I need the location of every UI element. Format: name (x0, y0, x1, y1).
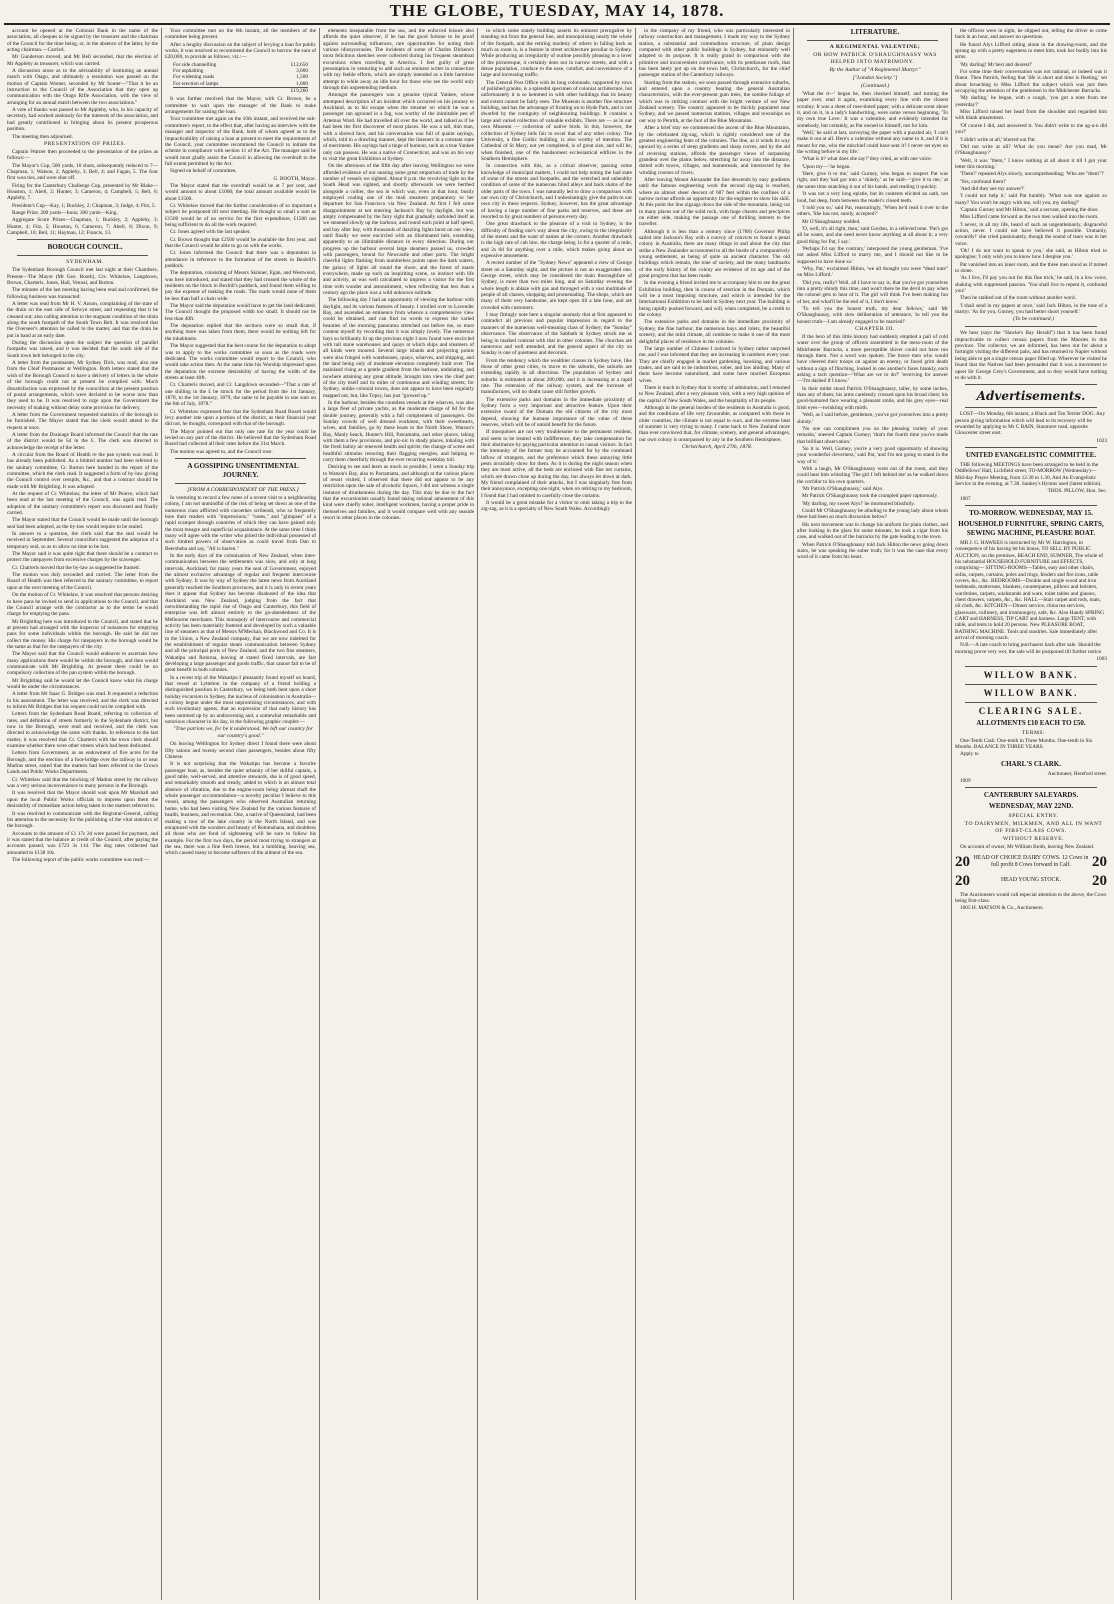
paragraph: in which some stately building asserts its eminent prerogative by standing out from the general line, and monopolising nearly the whole of the footpath, and the retiring modesty of others in falling back as much as room is, is a feature in street architecture peculiar to Sydney. While producing an irregularity of outline possibly pleasing to a lover of the picturesque, it certainly does not in narrow streets, and with a dense population, conduce to the ease, comfort, and convenience of a large and increasing traffic. (481, 28, 632, 79)
paragraph: 'I shall send in my papers at once,' said Jack Hilton, in the tone of a martyr. 'As for you, Gurney, you had better shoot yourself.' (955, 302, 1107, 316)
paragraph: 'It was not a very long epistle, but its contents elicited an oath, not loud, but deep, from between the reader's closed teeth. (797, 191, 948, 204)
paragraph: 'Did not write at all? What do you mean? Are you mad, Mr O'Shaughnassy?' (955, 143, 1107, 157)
lost-dog-ad (955, 411, 1107, 444)
paragraph: 'I told you so,' said Pat, reassuringly, 'When he'd read it over to the others, 'She has not, surely, accepted?' (797, 204, 948, 218)
paragraph: 'Yes, confound them!' (960, 178, 1006, 185)
paragraph: The extensive parks and domains in the immediate proximity of Sydney form a very important and attractive feature. Upon their extensive sward of the Domain the old citizens of the city most depend, showing the humane importance of the value of these reserves, which will be of untold benefit for the future. (481, 396, 632, 428)
column-6 (794, 28, 952, 1600)
paragraph: I may fittingly note here a singular anomaly that at first appeared to contradict all previous and popular impression in regard to the manners of the numerous well-meaning class of Sydney, the "Sunday" observance. The observance of the Sabbath in Sydney struck me as being in marked contrast with that in other colonies. The churches are numerous and well attended, and the general aspect of the city on Sunday is one of quietness and decorum. (481, 312, 632, 357)
section-heading: LITERATURE. (850, 28, 900, 36)
paragraph: A letter from Mr Isaac G. Bridges was read. It requested a reduction in his assessment. The letter was received, and the clerk was directed to inform Mr Bridges that his request could not be complied with. (7, 691, 158, 710)
story-byline: By the Author of "A Regimental Martyr." (829, 67, 921, 73)
paragraph: The meeting then adjourned. (12, 133, 73, 140)
paragraph: Cr. Whitelaw expressed fear that the Sydenham Road Board would levy another rate upon a portion of the district, as their financial year did not, he thought, correspond with that of the borough. (165, 408, 316, 428)
section-rule (807, 40, 938, 41)
paragraph: 'Captain Gurney and Mr Hilton,' said a servant, opening the door. (960, 206, 1099, 213)
ad-signature: THOS. PILLOW, Hon. Sec. (1047, 488, 1107, 495)
ad-number: 1009 (960, 777, 971, 784)
paragraph: Accounts to the amount of £1 17s 2d were passed for payment, and it was stated that the balance at credit of the Council, after paying the accounts passed, was £723 3s 11d. The dog rates collected had amounted to £138 10s. (7, 830, 158, 856)
paragraph: 'I could not help it,' said Pat humbly. 'What was one against so many? You won't be angry with me, will you, my darling?' (955, 193, 1107, 206)
paragraph: The Mayor said the deputation would have to get the land dedicated. The Council thought the proposed width too small. It should not be less than 40ft. (165, 303, 316, 322)
section-rule (965, 407, 1097, 408)
paragraph: At the request of Cr. Whitelaw, the letter of Mr Pearce, which had been read at the last meeting of the Council, was again read. The adoption of the sanitary committee's report was discussed and finally carried. (7, 491, 158, 517)
paragraph: 'Upon my—' he began. (802, 163, 851, 170)
paragraph: Cr. Whitelaw said that the blocking of Madras street by the railway was a very serious inconvenience to many persons in the Borough. (7, 776, 158, 790)
ad-subheading: SPECIAL ENTRY. (1008, 813, 1059, 820)
paragraph: After leaving Mount Alexander the line descends by easy gradients until the famous engineering work the second zig-zag is reached, where an almost sheer descent of 687 feet within the confines of a narrow ravine affords an opportunity for the engineer to show his skill. At this point the line zigzags down the side of the mountain, being cut in many places out of the solid rock, with huge chasms and precipices on either side, making the passage one of thrilling interest to the traveller. (639, 176, 790, 228)
paragraph: the officers were in sight, he slipped out, telling the driver to come back in an hour, and answer no questions. (955, 28, 1107, 41)
paragraph: Starting from the station, we soon passed through extensive suburbs, and entered upon a country bearing the general Australian characteristics, with the ever-present gum trees, the sombre foliage of which was in striking contrast with the bright verdure of our New Zealand scenery. The country appeared to be thickly populated near Sydney, and we passed numerous stations, villages and townships on our way to Penrith, at the foot of the Blue Mountains. (639, 79, 790, 124)
paragraph: Mr Brightling said he would let the Council know what his charge would be under the circumstances. (7, 677, 158, 690)
paragraph: Mr Brightling here was introduced to the Council, and stated that he at present had arranged with the inspector of nuisances for emptying pans for some individuals within the borough. He said he did not collect the money. His charge for ratepayers in the borough would be the same as that for the ratepayers of the city. (7, 618, 158, 650)
loan-total-row: £19,260 (173, 87, 308, 94)
paragraph: 'I never, in all my life, heard of such an ungentlemanly, disgraceful action, never. I could not have believed it possible. Unmanly, cowardly!' she cried passionately, though the sound of tears was in her voice. (955, 221, 1107, 247)
paragraph: 'Here, give it to me,' said Gurney, who began to suspect Pat was right, and they had got into a ‘shindy,’ as he said—‘give it to me,’ at the same time snatching it out of his hands, and reading it quickly. (797, 171, 948, 190)
paragraph: It is not surprising that the Wakatipu has become a favorite passenger boat, as, besides the quiet urbanity of her skilful captain, a good table, well-served, and attentive stewards, she is of good speed, and remarkably smooth and steady, added to which is an almost total absence of vibration, due to the engine-room being abreast shaft the whole passenger accommodation—a novelty peculiar I believe to this vessel, among the passengers who observed Australian returning home, who had been visiting New Zealand for the various features of health, business, and recreation. One, a native of Queensland, had been making a tour of the lake country in the North Island, and was enraptured with the wonders and beauty of Rotomahana, and doubtless all those who are fond of sightseeing will be sure to follow his example. For the first two days, the period most trying to strangers at the sea, there was a fine fresh breeze, but a tumbling, heaving sea, which caused many to become sufferers of the ailment of the sea. (165, 761, 316, 857)
paragraph: Letters from the Sydenham Road Board, referring to collection of rates, and definition of streets formerly in the Sydenham district, but now in the Borough, were read and received, and the clerk was directed to acknowledge the same with thanks. In reference to the last matter, it was resolved that Cr. Charteris with the town clerk should examine whether there were other streets which had been dedicated. (7, 711, 158, 750)
paragraph: The deputation, consisting of Messrs Skinner, Egan, and Westwood, was here introduced, and stated that they had crossed the whole of the residents on the block in Bexhill's paddock, and found them willing to pay the expense of making the roads. The roads would none of them be less than half a chain wide. (165, 270, 316, 302)
lot-row (955, 873, 1107, 889)
paragraph: The Mayor suggested that the best course for the deputation to adopt was to apply to the works committee so soon as the roads were dedicated. The works committee would report to the Council, who would take action then. At the same time his Worship impressed upon the deputation the extreme desirability of having the width of the streets at least 40ft. (165, 343, 316, 381)
section-rule (965, 505, 1097, 506)
paragraph: 'Well, it was "them," I know nothing at all about it till I got your letter this morning.' (955, 157, 1107, 170)
evangelistic-committee-ad (955, 451, 1107, 502)
ad-text: Apply to (960, 751, 979, 758)
column-3 (320, 28, 478, 1600)
paragraph: During the discussion upon the subject the question of parallel footpaths was raised, and it was decided that the south side of the South town belt belonged to the city. (7, 340, 158, 359)
column-1 (4, 28, 162, 1600)
ad-subheading: TO DAIRYMEN, MILKMEN, AND ALL IN WANT OF FIRST-CLASS COWS. (964, 821, 1103, 835)
paragraph: 'What is it? what does she say?' they cried, as with one voice. (802, 156, 932, 163)
story-continued: (Continued.) (860, 83, 890, 89)
verse-quote: "True patriots we, for be it understood, We left our country for our country's good." (173, 726, 313, 740)
section-rule (965, 787, 1097, 788)
paragraph: Miss Lifford came forward as the two men walked into the room. (960, 214, 1099, 221)
paragraph: in the company of my friend, who was particularly interested in railway construction and management, I made my way to the Sydney station, a substantial and commodious structure, of plain design compared with other public buildings in Sydney, but eminently well adapted to its purpose. It is really grand in comparison with the primitive and inconvenient contrivance, with its penthouse roofs, that has been lately put up on the town belt, Christchurch, for the chief passenger station of the Canterbury railways. (639, 28, 790, 79)
paragraph: Captain Warner then proceeded to the presentation of the prizes as follows:— (7, 148, 158, 162)
ad-text: On account of owner, Mr William Keith, leaving New Zealand. (960, 844, 1095, 851)
column-4 (478, 28, 636, 1600)
column-2 (162, 28, 320, 1600)
paragraph: A recent number of the "Sydney News" appeared a view of George street on a Saturday night, and the picture is not an exaggerated one. George street, which may be considered the main thoroughfare of Sydney, is more than two miles long, and on Saturday evening the whole length is ablaze with gas and thronged with a vast multitude of people of all classes, shopping and promenading. The shops, which are many of them very handsome, are kept open till a late hour, and are crowded with customers. (481, 260, 632, 311)
paragraph: The Mayor's Cup, 500 yards, 10 shots, subsequently reduced to 7—Chapman, 1; Watson, 2; Appleby, 3; Bell, 4; and Fagan, 5. The four first won ties, and were shot off. (7, 162, 158, 182)
ad-number: 1023 (1096, 437, 1107, 444)
paragraph: A letter was read from Mr H. V. Anson, complaining of the state of the drain on the east side of Selwyn street, and requesting that it be cleaned out; also calling attention to the stagnant condition of the drain along the south footpath of the South Town Belt. It was resolved that the Overseer's attention be called to the matter, and that the drain be put in hand at an early date. (7, 301, 158, 339)
paragraph: Mr Patrick O'Shaughnassy took the crumpled paper rapturously. (802, 493, 938, 500)
paragraph: For some time their conversation was not rational, or indeed was it fluent. Then Patrick, feeling that 'life is short and time is fleeting,' set about broaching to Miss Lifford the subject which was just then occupying the attention of the gentlemen in the Midchester Barracks. (955, 69, 1107, 95)
paragraph: Cr. Charteris moved, and Cr. Langdown seconded—"That a rate of one shilling in the £ be struck for the period from the 1st January, 1878, to the 1st January, 1879, the same to be payable in one sum on the 6th of July, 1878." (165, 382, 316, 408)
paragraph: Cr. Jones agreed with the last speaker. (170, 229, 251, 236)
paragraph: 'My darling! Mr best and dearest!' (960, 61, 1033, 68)
loan-row: For side channelling £12,650 (173, 61, 308, 68)
lot-count: 20 (955, 872, 970, 889)
masthead-rule (4, 23, 1110, 25)
paragraph: 'My darling,' he began, with a cough, 'you got a note from me yesterday?' (955, 95, 1107, 108)
paragraph: The extensive parks and domains in the immediate proximity of Sydney, the fine harbour, the numerous bays and inlets, the beautiful scenery, and the mild climate, all combine to make it one of the most delightful places of residence in the colonies. (639, 319, 790, 345)
ad-date: WEDNESDAY, MAY 22ND. (988, 802, 1074, 811)
paragraph: Then he stalked out of the room without another word. (960, 295, 1076, 302)
ad-text: The Auctioneers would call especial attention to the above, the Cows being first-class. (955, 891, 1107, 904)
ad-text: THE following MEETINGS have been arranged to be held in the Oddfellows' Hall, Lichfield street, TO-MORROW (Wednesday)— Mid-day Prayer Meeting, from 12.30 to 1.30, And An Evangelistic Service in the evening, at 7.30. Sankey's Hymns used (latest edition). (955, 461, 1102, 487)
paragraph: The motion was duly seconded and carried. The letter from the Board of Health was then referred to the sanitary committee, to report upon at the next meeting of the Council. (7, 572, 158, 591)
loan-row: For asphalting 3,000 (173, 68, 308, 75)
paragraph: In connection with this, as a critical observer, passing some knowledge of municipal matters, I could not help noting the bad state of some of the streets and footpaths, and the wretched and unhealthy condition of some of the numerous blind alleys and back slums of the older parts of the town. I was naturally led to draw a comparison with our own city of Christchurch, and I unhesitatingly give the palm to our own city in these respects. Sydney, however, has the great advantage of having a large number of fine parks and reserves, and these are resorted to by great numbers of persons every day. (481, 163, 632, 220)
section-rule (965, 702, 1097, 703)
paragraph: One great drawback to the pleasure of a visit to Sydney, is the difficulty of finding one's way about the city, owing to the irregularity of the streets and the want of names at the corners. Another drawback is the high rate of cab hire, the charge being 1s for a quarter of a mile, and 2s 6d for anything over a mile, which makes going about an expensive amusement. (481, 221, 632, 260)
paragraph: The large number of Chinese I noticed in Sydney rather surprised me, and I was informed that they are increasing in numbers every year. They are chiefly engaged in market gardening, hawking, and various trades, and are said to be industrious, sober, and law abiding. Many of them have become naturalised, and some have married European wives. (639, 345, 790, 384)
ad-number: 1007 (960, 495, 971, 502)
paragraph: Your committee met again on the 10th instant, and received the sub-committee's report, to the effect that, after having an interview with the manager and inspector of the Bank, both of whom agreed as to the impracticability of raising a loan at present to meet the requirements of the Council, your committee recommend the Council to initiate the scheme in compliance with section 11 of the Act. The manager said he would most gladly assist the Council in allowing the overdraft to the full extent permitted by the Act. (165, 116, 316, 167)
paragraph: Cr. Whitelaw moved that the further consideration of so important a subject be postponed till next meeting. He thought so small a sum as £1500 would be of no service for the first expenditure, £1500 not being sufficient to do all the work required. (165, 202, 316, 228)
paragraph: 'So it is. Well, Gurney, you're a very good opportunity of showing your wonderful cleverness,' said Pat, 'and I'm not going to stand in the way of it.' (797, 445, 948, 465)
article-heading: BOROUGH COUNCIL. (47, 243, 123, 252)
lot-row (955, 854, 1107, 870)
paragraph: A vote of thanks was passed to Mr Appleby, who, in his capacity of secretary, had worked zealously for the interests of the association, and had greatly contributed in bringing about its present prosperous position. (7, 107, 158, 133)
paragraph: It was resolved to communicate with the Registrar-General, calling his attention to the necessity for the publishing of the vital statistics of the borough. (7, 810, 158, 830)
paragraph: Firing for the Canterbury Challenge Cup, presented by Mr Blake—Houston, 1; Abell, 2; Hunter, 3; Cameron, 4; Campbell, 5; Bell, 6; Appleby, 7. (7, 182, 158, 202)
ad-note: N.B.—A late coach to bring purchasers back after sale. Should the morning prove very wet, the sale will be postponed till further notice. (955, 642, 1103, 655)
paragraph: 'My darling, my sweet Alys!' he murmured blissfully. (802, 500, 915, 507)
ad-text: LOST—On Monday, 6th instant, a Black and Tan Terrier DOG. Any person giving information which will lead to its recovery will be rewarded by applying to Mr C BAIN, Stanmore road, opposite Gloucester street east. (955, 411, 1106, 437)
paragraph: Desiring to see and learn as much as possible, I went a Sunday trip to Watson's Bay, also to Parramatta, and although at the various places of resort visited, I observed that there did not appear to be any restriction upon the sale of alcoholic liquors, I did not witness a single instance of drunkenness during the day. This may be due to the fact that the excursionists usually found taking rational amusement of this kind were chiefly sober, intelligent workmen, having a proper pride in themselves and families, and it would compare well with any seaside resort in other places in the colonies. (323, 464, 474, 522)
paragraph: It was resolved that the Mayor should wait upon Mr Marshall and upon the local Public Works officials to impress upon them the desirability of immediate action being taken in the matters referred to. (7, 790, 158, 810)
paragraph: He found Alys Lifford sitting alone in the drawing-room, and she sprang up with a pretty eagerness to meet him, took her bodily into his arms. (955, 41, 1107, 61)
paragraph: On leaving Wellington for Sydney direct I found there were about fifty saloon and twenty second class passengers, besides about fifty Chinese. (165, 741, 316, 761)
paragraph: 'I didn't write at all,' blurted out Pat. (960, 136, 1036, 143)
paragraph: In answer to a question, the clerk said that the seal would be received in September. Several councillors suggested the adoption of a temporary seal, so as to allow no time to be lost. (7, 531, 158, 550)
paragraph: Letters from Government, as an endowment of five acres for the Borough, and the erection of a foot-bridge over the railway in or near Madras street, stated that the matters had been referred to the Crown Lands and Public Works Departments. (7, 750, 158, 776)
section-rule (175, 483, 306, 484)
story-to-be-continued: (To be continued.) (1013, 316, 1054, 323)
paragraph: 'And did they see my answer?' (960, 185, 1025, 192)
ad-text: One-Tenth Cash. One-tenth in Three Months. One-tenth in Six Months. BALANCE IN THREE YEARS. (955, 737, 1093, 750)
lot-count: 20 (1092, 872, 1107, 889)
columns (4, 28, 1110, 1600)
paragraph: On the afternoon of the fifth day after leaving Wellington we were afforded evidence of our nearing some great emporium of trade by the number of vessels we sighted. About 8 p.m. the revolving light on the South Head was sighted, and shortly afterwards we were berthed alongside a collier, the sea in which was, even at that hour, busily employed coaling one of the mail steamers preparatory to her departure for San Francisco via New Zealand. At first I felt some disappointment at not entering Jackson's Bay by daylight, but was amply compensated by the fairy sight that gradually unfolded itself as we steamed slowly up the harbour, and round each point at half speed, and bay after bay, with thousands of dazzling lights burst on our view, until finally we were encircled with an illuminated belt, extending apparently to an illimitable distance in every direction. During our progress up the harbour several large steamers passed us, crowded with passengers, bound for Newcastle and other ports. The bright cheerful lights flashing from numberless points upon the dark waters, the galaxy of lights all round the shore, and the forest of masts everywhere, made up such an inspiriting scene, so instinct with life and activity, as was well calculated to impress a visitor for the first time with wonder and astonishment, when reflecting that less than a century ago the place was a wild unknown solitude. (323, 163, 474, 297)
lot-description: HEAD OF CHOICE DAIRY COWS. 12 Cows in full profit 8 Cows forward in Calf. (973, 854, 1089, 868)
lot-count: 20 (955, 853, 970, 870)
paragraph: Pat vanished into an inner room, and the three men stood as if turned to stone. (955, 261, 1107, 275)
paragraph: Aggregate Score Prizes—Chapman, 1; Buckley, 2; Appleby, 3; Hunter, 4; Fitz, 5; Houston, 6; Cameron, 7; Abell, 8; Dixon, 9; Campbell, 10; Bell, 11; Hayman, 12; Francis, 13. (7, 217, 158, 236)
paragraph: The Mayor pointed out that only one rate for the year could be levied on any part of the district. He believed that the Sydenham Road Board had collected all their rates before the 31st March. (165, 428, 316, 448)
ad-signature: 1005 H. MATSON & Co., Auctioneers. (960, 905, 1044, 912)
ad-terms-heading: TERMS: (1021, 729, 1046, 736)
furniture-auction-ad (955, 509, 1107, 663)
article-subheading: SYDENHAM. (66, 259, 104, 266)
paragraph: Could Mr O'Shaughnassy be alluding to the young lady about whom there had been so much discussion below? (797, 507, 948, 521)
paragraph: 'What the d—' began he, then checked himself, and turning the paper over, read it again, examining every line with the closest scrutiny. It was a sheet of rose-tinted paper, with a delicate scent about it, and on it, in a lady's handwriting, were some verses beginning, 'To my own true Love.' It was a valentine, and evidently intended for somebody, but certainly, as Pat owned to himself, not for him. (797, 91, 948, 129)
paragraph: From the tendency which the wealthier classes in Sydney have, like those of other great cities, to move to the suburbs, the suburbs are extending rapidly in all directions. The population of Sydney and suburbs is estimated at about 200,000, and it is increasing at a rapid rate. The extension of the railway system, and the increase of manufactures, will no doubt cause still further growth. (481, 357, 632, 396)
ad-heading: WILLOW BANK. (983, 669, 1079, 680)
paragraph: Cr. Jones informed the Council that there was a deputation in attendance in reference to the formation of the streets in Bealeill's paddock. (165, 250, 316, 270)
paragraph: 'Oh! I do not want to speak to you,' she said, as Hilton tried to apologise; 'I only wish you to know how I despise you.' (955, 248, 1107, 261)
paragraph: Signed on behalf of committee, (170, 168, 237, 175)
paragraph: The General Post Office with its long colonnade, supported by rows of polished granite, is a splendid specimen of colonial architecture, but unfortunately it is so hemmed in with other buildings that its beauty and extent cannot be fairly seen. The Museum is another fine structure building, and has the advantage of fronting on to Hyde Park, and is not dwarfed by the contiguity of neighbouring buildings. It contains a large and varied collection of valuable exhibits. There are — as in our own Museum — collection of native birds. In this, however, the collection of Sydney bids fair to excel that of any other colony. The University, a fine Gothic building, is also worthy of mention. The Cathedral of St Mary, not yet completed, is of great size, and will be, when finished, one of the handsomest ecclesiastical edifices in the Southern Hemisphere. (481, 79, 632, 162)
signature: G. BOOTH, Mayor. (273, 175, 316, 182)
paragraph: The motion was agreed to, and the Council rose. (170, 448, 273, 455)
paragraph: Cr. Charteris moved that the by-law as suggested be framed. (12, 564, 140, 571)
paragraph: After a lengthy discussion on the subject of levying a loan for public works, it was resolved to recommend the Council to borrow the sum of £20,000, to provide as follows, viz.:— (165, 41, 316, 61)
ad-heading: UNITED EVANGELISTIC COMMITTEE. (965, 450, 1097, 459)
ad-heading: CLEARING SALE. (978, 705, 1084, 716)
paragraph: The Mayor said that the Council would endeavor to ascertain how many applications there would be within the borough, and then would communicate with Mr Brightling. At present there could be no compulsory collection of the pan system within the borough. (7, 651, 158, 677)
ad-heading: WILLOW BANK. (983, 687, 1079, 698)
saleyards-ad (955, 791, 1107, 911)
section-rule (965, 447, 1097, 448)
lot-description: HEAD YOUNG STOCK. (1000, 877, 1062, 884)
dateline: Christchurch, April 27th, 1878. (681, 444, 753, 450)
story-source: ["London Society."] (852, 75, 898, 81)
paragraph: 'Mr Patrick O'Shaughnassy,' said Alys. (802, 485, 884, 492)
section-rule (965, 684, 1097, 685)
paragraph: The following report of the public works committee was read:— (12, 856, 149, 863)
ad-number: 1003 (1096, 656, 1107, 663)
paragraph: A discussion arose as to the advisability of instituting an annual match with Otago, and ultimately a resolution was passed on the motion of Captain Warner, seconded by Mr Souter—"That it be an instruction to the Council of the Association that they open up communication with the Otago Rifle Association, with the view of arranging for an annual match between the two associations." (7, 68, 158, 106)
ad-text: MR J. G. HAWKES is instructed by Mr W. Harrington, in consequence of his having let his house, TO SELL BY PUBLIC AUCTION, on the premises, BEACH END, SUMNER, The whole of his substantial HOUSEHOLD FURNITURE and EFFECTS, comprising— SITTING-ROOMS—Tables, easy and other chairs, sofas, carpets, curtains, poles and rings, fenders and fire irons, table covers, &c., &c. BEDROOMS—Double and single wood and iron bedsteads, mattresses, blankets, counterpanes, pillows and bolsters, wardrobes, carpets, washstands and ware, toilet tables and glasses, chest drawers, carpets, &c., &c. HALL—Stair carpet and rods, mats, oil cloth, &c. KITCHEN—Dinner service, china tea services, glassware, cullinery, and ironmongery, safe, &c. Also Handy SPRING CART and HARNESS, TIP CART and harness. Large TENT, with table, and tents to hold 20 persons. New PLEASURE BOAT, BATHING MACHINE. Tools and sundries. Sale immediately after arrival of morning coach. (955, 539, 1104, 642)
article-heading: A GOSSIPING UNSENTIMENTAL JOURNEY. (187, 462, 299, 479)
section-subheading: PRESENTATION OF PRIZES. (43, 140, 127, 147)
column-7 (952, 28, 1110, 1600)
ad-subheading: WITHOUT RESERVE. (1002, 836, 1065, 843)
paragraph: It would be a great mistake for a visitor to omit taking a trip to the zig-zag, as it is a specialty of New South Wales. Accordingly (481, 500, 632, 513)
paragraph: Your committee met on the 6th instant, all the members of the committee being present. (165, 28, 316, 41)
paragraph: President's Cup—Kay, 1; Buckley, 2; Chapman, 3; Judge, 4; Fitz, 5. (12, 202, 156, 209)
paragraph: In a recent trip of the Wakatipu I pleasantly found myself on board, that vessel at Lyttelton in the company of a friend holding a distinguished position in Canterbury, we being both bent upon a short holiday excursion to Sydney, the nucleus of colonisation in Australia—a colony begun under the most unpromising circumstances, and with such involuntary agents, that an expression of that early history has been summed up by an undiscerning and, a somewhat remarkable and notorious character in his day, in the following graphic couplet:— (165, 674, 316, 726)
paragraph: Mr Gunderson moved, and Mr Bell seconded, that the election of Mr Appleby as treasurer, which was carried. (7, 54, 158, 67)
chapter-heading: CHAPTER III. (855, 326, 895, 333)
advertisements-heading: Advertisements. (976, 389, 1086, 404)
paragraph: It was further resolved that the Mayor, with Cr. Brown, be a committee to wait upon the manager of the Bank to make arrangements for raising the loan. (165, 96, 316, 116)
paragraph: The following day I had an opportunity of viewing the harbour with daylight, and its various features of beauty. I strolled over to Lavender Bay, and ascended an eminence from whence a comprehensive view could be obtained, and can find no words to express the varied beauties of the morning panorama stretched out before me, so must content myself by recording that it was simply lovely. The numerous bays so brilliantly lit up the previous night I now found were encircled with tall stone warehouses and quays at which ships and steamers of all kinds were moored. Several large islands and projecting points were also fringed with warehouses, quays, wharves, and shipping, and the land being only of moderate elevation completely built over. The mainland rising at a gentle gradient from the harbour, undulating, and nowhere attaining any great altitude, brought into view the chief part of the city itself and its miles of continuous and winding streets; for Sydney, unlike colonial towns, does not appear to have been regularly mapped out, but, like Topsy, has just "growed up." (323, 297, 474, 399)
paragraph: Although in the general burden of the residents in Australia is good, and the conditions of life very favourable, as compared with those in older countries, the climate is not equal to ours, and the extreme heat of summer is very trying to many. I came back to New Zealand more than ever convinced that, for climate, scenery, and general advantages, our own colony is unsurpassed by any in the Southern Hemisphere. (639, 404, 790, 443)
paragraph: In the evening a friend invited me to accompany him to see the great Exhibition building, then in course of erection in the Domain, which will be a most imposing structure, and which is intended for the International Exhibition to be held in Sydney next year. The building is being rapidly pushed forward, and will, when completed, be a credit to the colony. (639, 280, 790, 319)
paragraph: 'Them?' repeated Alys slowly, uncomprehending; 'Who are "them"?' (960, 171, 1105, 178)
paragraph: When Patrick O'Shaughnassy told Jack Hilton the news going down stairs, he was speaking the sober truth; for it was the case that every word of it came from his heart. (797, 541, 948, 561)
column-5 (636, 28, 794, 1600)
section-rule (965, 666, 1097, 667)
ad-agent: CHARL'S CLARK. (1001, 759, 1061, 768)
paragraph: If mosquitoes are not very troublesome to the permanent resident, and seem to be treated with indifference, they take compensation for their abstinence by paying particular attention to casual visitors. In fact the immunity of the former may be accounted for by the continued inflow of strangers, and the preference which these annoying little pests invariably show for them. As it is during the night season when they are most active, all the beds are enclosed with fine net curtains, which are drawn close up during the day, but always let down at dark. My friend complained of their attacks, but I was singularly free from their annoyance, excepting one night, when on retiring to my bedroom, I found that I had omitted to carefully close the curtains. (481, 429, 632, 499)
paragraph: In the harbour, besides the countless vessels at the wharves, was also a large fleet of private yachts, as the moderate charge of 6d for the double journey, generally with a full complement of passengers. On Sunday crowds of well dressed workmen, with their sweethearts, wives, and families, go by these boats to the North Shore, Watson's Bay, Manly beach, Hunter's Hill, Parramatta, and other places, taking with them a few provisions, and pic-nic in shady places, inhaling with the fresh balmy air renewed health and spirits; the change of scene and healthful stimulus restoring their flagging energies, and helping to carry them cheerfully through the ever recurring weekday toil. (323, 399, 474, 464)
story-title: A REGIMENTAL VALENTINE; (829, 44, 921, 50)
story-subtitle: OR HOW PATRICK O'SHAUGHNASSY WAS HELPED INTO MATRIMONY. (813, 52, 937, 65)
section-rule (17, 239, 148, 240)
loan-row: For erection of lamps 1,000 (173, 80, 308, 87)
paragraph: After a brief stay we commenced the ascent of the Blue Mountains, by the celebrated zig-zag, which is rightly considered one of the greatest engineering feats of the colonies. The line, as it winds its way upward by a series of steep gradients and sharp curves, and by the aid of reversing stations, affords the passenger views of surpassing grandeur over the plains below, stretching far away into the distance, dotted with towns, villages, and homesteads, and intersected by the winding courses of rivers. (639, 125, 790, 176)
paragraph: A letter from the Government requested statistics of the borough to be furnished. The Mayor stated that the clerk would attend to the request at once. (7, 411, 158, 431)
masthead: THE GLOBE, TUESDAY, MAY 14, 1878. (389, 1, 725, 20)
paragraph: There is much in Sydney that is worthy of admiration, and I returned to New Zealand, after a very pleasant visit, with a very high opinion of the capital of New South Wales, and the hospitality of its people. (639, 384, 790, 404)
paragraph: 'Of course I did, and answered it. You didn't write to me ag-a-n did you?' (955, 122, 1107, 136)
paragraph: 'No one can compliment you on the pleasing variety of your remarks,' sneered Captain Gurney; 'that's the fourth time you've made that brilliant observation.' (797, 425, 948, 445)
paragraph: 'As I live, I'll pay you out for this fine trick,' he said, in a low voice, shaking with suppressed passion. 'You shall live to repent it, confound you!' (955, 275, 1107, 295)
paragraph: Range Prize, 200 yards—Innis; 300 yards—King. (12, 209, 118, 216)
paragraph: With a laugh, Mr O'Shaughnassy went out of the room, and they could hear him whistling 'The girl I left behind me' as he walked down the corridor to his own quarters. (797, 465, 948, 485)
article-source: [FROM A CORRESPONDENT OF THE PRESS.] (187, 487, 299, 493)
paragraph: account be opened at the Colonial Bank in the name of the association, all cheques to be signed by the treasurer and the chairman of the Council for the time being, or, in the absence of the latter, by the acting chairman.—Carried. (7, 28, 158, 54)
ad-date: TO-MORROW. WEDNESDAY, MAY 15. (969, 508, 1093, 517)
paragraph: The Sydenham Borough Council met last night at their Chambers. Present—The Mayor (Mr Geo. Booth), Crs. Whitelaw, Langdown, Brown, Charteris, Jones, Hall, Vennal, and Burton. (7, 267, 158, 286)
paragraph: Mr O'Shaughnassy nodded. (802, 218, 861, 225)
paragraph: His next movement was to change his uniform for plain clothes, and after looking in the glass for some minutes, he took a cigar from his case, and walked out of the barracks by the gate leading to the town. (797, 521, 948, 541)
paragraph: 'To tell you the honest truth, my dear fellows,' said Mr O'Shaughnassy, with slow deliberation of utterance, 'to tell you the honest truth—I am already engaged to be married!' (797, 306, 948, 325)
paragraph: 'Well,' he said at last, surveying the paper with a puzzled air, 'I can't make it out at all. Here's a valentine without any name to it, and if it is meant for me, who the mischief could have sent it? I never set eyes on the writing before in my life.' (797, 130, 948, 156)
willow-bank-ad (955, 670, 1107, 785)
rifle-association-text (7, 28, 158, 140)
paragraph: Miss Lifford raised her head from the shoulder and regarded him with blank amazement. (955, 109, 1107, 122)
section-rule (965, 384, 1097, 385)
paragraph: Cr. Brown thought that £2500 would be available the first year, and that the Council would be able to go on with the works. (165, 236, 316, 249)
paragraph: In their midst stood Patrick O'Shaughnassy, taller, by some inches, than any of them; his arms carelessly crossed upon his broad chest; his good-humored face wearing a pleasant smile, and his grey eyes—real Irish eyes—twinkling with mirth. (797, 385, 948, 411)
ad-agent-address: Auctioneer, Hereford street. (1047, 770, 1107, 777)
paragraph: The minutes of the last meeting having been read and confirmed, the following business was transacted: (7, 287, 158, 300)
paragraph: 'Why, Pat,' exclaimed Hilton, 'we all thought you were “dead nuts” on Miss Lifford.' (797, 265, 948, 279)
ad-heading: HOUSEHOLD FURNITURE, SPRING CARTS, SEWING MACHINE, PLEASURE BOAT. (958, 519, 1104, 537)
section-rule (175, 458, 306, 459)
ad-heading: CANTERBURY SALEYARDS. (983, 791, 1079, 800)
census-note: We hear (says the "Hawke's Bay Herald") that it has been found impracticable to collect census papers from the Maories in this province. The collector, we are informed, has been out for about a fortnight visiting the different pahs, and has returned to Napier without being able to get a single census paper filled up. Wherever he visited he found that the Natives had been persuaded that it was a movement to upset Sir George Grey's Government, and so they would have nothing to do with it. (955, 330, 1107, 381)
paragraph: In the early days of the colonisation of New Zealand, when inter-communication between the settlements was slow, and only at long intervals, Auckland, for many years the seat of Government, enjoyed the almost exclusive advantage of regular and frequent intercourse with Sydney. It was by way of Sydney the latest news from Auckland generally reached the Southern provinces, and it is only in recent years does it appear that Sydney has become disabused of the idea that Auckland was New Zealand, judging from the fact that notwithstanding the rapid rise of Otago and Canterbury, this field of enterprise was left almost entirely to the go-aheadedness of the Melbourne merchants. This monopoly of intercourse and commercial activity has been materially fostered and developed by such a valuable line of steamers as that of Messrs M'Meckan, Blackwood and Co. It is to the Union, a New Zealand company, that we are now indebted for the establishment of regular steam communication between Sydney and all the principal ports of New Zealand, and the two fine steamers, Wakatipu and Rotorua, leaving at stated fixed intervals, are fast developing a large passenger and goods traffic, that cannot fail to be of great benefit to both colonies. (165, 553, 316, 674)
paragraph: On the motion of Cr. Whitelaw, it was resolved that persons desiring to have pans be invited to send in applications to the Council, and that the Council arrange with the contractor as to the terms he would charge for emptying the pans. (7, 592, 158, 618)
paragraph: 'O, well, it's all right, then,' said Gordon, in a relieved tone. 'Pat's got all he wants, and she need never know anything at all about it; a very good thing for Pat, I say.' (797, 225, 948, 245)
lot-count: 20 (1092, 853, 1107, 870)
section-rule (17, 255, 148, 256)
paragraph: 'Did you, really? Well, all I have to say is, that you've got yourselves into a pretty shindy this time, and won't there be the devil to pay when the colonel gets to hear of it. The girl will think I've been making fun of her, and what'll be the end of it, I don't know.' (797, 279, 948, 305)
paragraph: The Mayor stated that the Council would be made until the borough seal had been adopted, as the by-law would require to be sealed. (7, 517, 158, 530)
ad-subheading: ALLOTMENTS £10 EACH TO £50. (976, 718, 1086, 727)
section-rule (965, 326, 1097, 327)
paragraph: A circular from the Board of Health re the pan system was read. It has already been published. As a limited number had been referred to the sanitary committee, Cr. Burton here handed in the report of the committee, which the clerk read. It suggested a form of by-law giving the Council control over cesspits, &c., and that a contract should be made with Mr Brightling. It was adopted. (7, 451, 158, 490)
paragraph: A letter from the postmaster, Mr Sydney Dick, was read, also one from the Chief Postmaster at Wellington. Both letters stated that the wish of the Borough Council to have a delivery of letters in the whole of the borough could not at present be complied with. Much dissatisfaction was expressed by the councillors at the present position of postal arrangements, which were declared to be worse now than they used to be. It was resolved to urge upon the Government the necessity of making without delay some provision for delivery. (7, 360, 158, 411)
paragraph: A letter from the Drainage Board informed the Council that the rate of the district would be 5d in the £. The clerk was directed to acknowledge the receipt of the letter. (7, 431, 158, 451)
paragraph: The deputation replied that the sections were so small that, if anything more was taken from them, there would be nothing left for the inhabitants. (165, 323, 316, 342)
paragraph: The Mayor stated that the overdraft would be at 7 per cent, and would amount to about £1000; the total amount available would be about £1500. (165, 182, 316, 202)
paragraph: Although it is less than a century since (1788) Governor Philip sailed into Jackson's Bay with a convoy of convicts to found a penal colony in Australia, there are many things in and about the city that strike a New Zealander accustomed to all the bustle of a comparatively young settlement, as being of quite an ancient character. The old buildings which remain, the tone of society, and the many landmarks of the early history of the colony are evidence of its age and of the great progress that has been made. (639, 228, 790, 280)
paragraph: 'Perhaps I'd say the contrary,' interposed the young gentleman. 'I've not asked Miss Lifford to marry me, and I should not like to be supposed to have done so.' (797, 245, 948, 265)
paragraph: elements inseparable from the sea, and the enforced leisure also affords the quiet observer, if he has the good fortune to be proof against surrounding influences, rare opportunities for noting their various idiosyncrasies. The incidents of some of Charles Dickens's most felicitous sketches were collected during his frequent steamboat excursions when travelling in America. I feel guilty of great presumption in venturing to add such an eminent writer in connection with my feeble efforts, which are simply intended as a little harmless attempt to while away an idle hour for those who see the world only through this unpretending medium. (323, 28, 474, 92)
paragraph: The Mayor said it was quite right that there should be a contract to protect the ratepayers from excessive charges by the scavenger. (7, 551, 158, 564)
paragraph: If the hero of this little history had suddenly emptied a pail of cold water over the group of officers assembled in the mess-room of the Midchester Barracks, a more perceptible shiver could not have run through them. Not a word was spoken. The brave men who would have cheered their troops on against an enemy, or faced grim death without a sign of flinching, looked in one another's faces blankly, each asking a tacit question—'What are we to do?' 'receiving for answer—'I'm dashed if I know.' (797, 334, 948, 385)
paragraph: 'Well, as I said before, gentlemen, you've got yourselves into a pretty shindy.' (797, 412, 948, 425)
paragraph: Amongst the passengers was a genuine typical Yankee, whose attempted description of an incident which occurred on his journey to Auckland, as to his escape when the steamer on which he was a passenger ran aground in a fog, was worthy of the inimitable pen of Artemus Ward. He had travelled all over the world, and talked as if he had been the first discoverer of most places. He was a tall, thin man, with a shrewd face, and his conversation was full of quaint sayings, which, told in a drawling manner, kept the listeners in a constant state of merriment. His sayings had a tinge of humour, such as a true Yankee only can possess. He was a native of Connecticut, and was on his way to visit the great Exhibition at Sydney. (323, 92, 475, 162)
loan-row: For widening roads 1,500 (173, 74, 308, 81)
loan-table (173, 62, 308, 95)
paragraph: In venturing to record a few notes of a recent visit to a neighbouring colony, I am not unmindful of the risk of being set down as one of the numerous class afflicted with cacoethes scribendi, who so frequently bore their readers with "impressions," "notes," and "glimpses" of a rapid scamper through countries of which they can have gained only the most meagre and superficial acquaintance. At the same time I think many will agree with the writer who pitied the individual possessed of such limited powers of observation as could travel from Dan to Beersheba and say, "All is barren." (165, 495, 316, 552)
